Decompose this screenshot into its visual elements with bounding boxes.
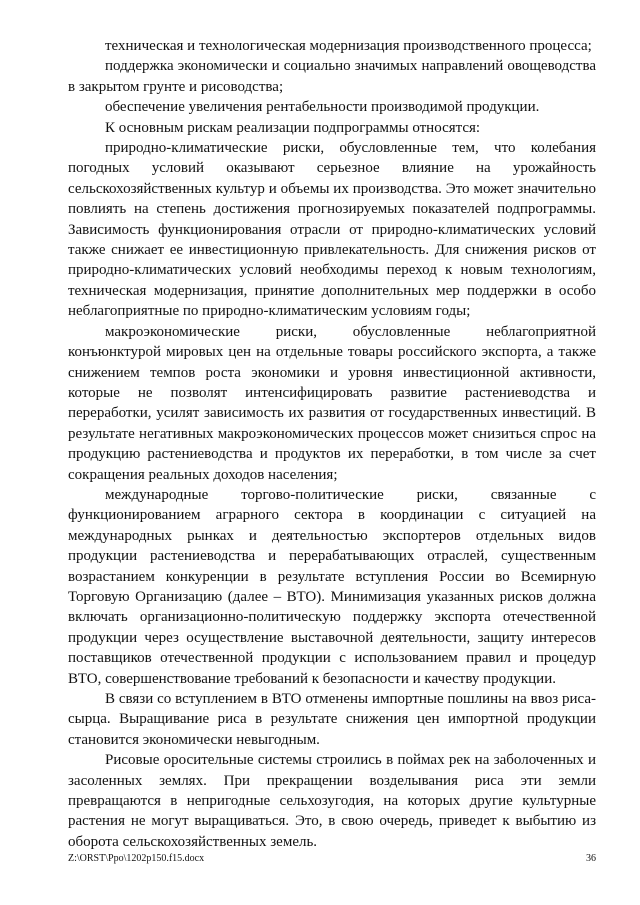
paragraph-vegetable-support: поддержка экономически и социально значимых направлений овощеводства в закрытом грунте и рисоводства; <box>68 58 596 95</box>
document-body <box>68 36 596 852</box>
page-footer <box>68 853 596 864</box>
paragraph-risks-intro: К основным рискам реализации подпрограммы относятся: <box>105 119 481 136</box>
paragraph-climate-risks: природно-климатические риски, обусловленные тем, что колебания погодных условий оказывают серьезное влияние на урожайность сельскохозяйственных культур и объемы их производства. Это может значительно повлиять на степень достижения прогнозируемых показателей подпрограммы. Зависимость функционирования отрасли от природно-климатических условий также снижает ее инвестиционную привлекательность. Для снижения рисков от природно-климатических условий необходимы переход к новым технологиям, техническая модернизация, принятие дополнительных мер поддержки в особо неблагоприятные по природно-климатическим условиям годы; <box>68 140 596 320</box>
paragraph-rice-systems: Рисовые оросительные системы строились в поймах рек на заболоченных и засоленных землях. При прекращении возделывания риса эти земли превращаются в непригодные сельхозугодия, на которых другие культурные растения не могут выращиваться. Это, в свою очередь, приведет к выбытию из оборота сельскохозяйственных земель. <box>68 752 596 850</box>
paragraph-profitability: обеспечение увеличения рентабельности производимой продукции. <box>105 99 540 116</box>
page-number: 36 <box>586 853 596 864</box>
paragraph-modernization: техническая и технологическая модернизация производственного процесса; <box>105 38 592 54</box>
paragraph-wto-duties: В связи со вступлением в ВТО отменены импортные пошлины на ввоз риса-сырца. Выращивание риса в результате снижения цен импортной продукции становится экономически невыгодным. <box>68 691 596 748</box>
paragraph-macro-risks: макроэкономические риски, обусловленные неблагоприятной конъюнктурой мировых цен на отдельные товары российского экспорта, а также снижением темпов роста экономики и уровня инвестиционной активности, которые не позволят интенсифицировать развитие растениеводства и переработки, усилят зависимость их развития от государственных инвестиций. В результате негативных макроэкономических процессов может снизиться спрос на продукцию растениеводства и продуктов их переработки, в том числе за счет сокращения реальных доходов населения; <box>68 323 596 483</box>
footer-file-path: Z:\ORST\Ppo\1202p150.f15.docx <box>68 853 205 864</box>
paragraph-trade-risks: международные торгово-политические риски, связанные с функционированием аграрного сектора в координации с ситуацией на международных рынках и деятельностью экспортеров отдельных видов продукции растениеводства и перерабатывающих отраслей, существенным возрастанием конкуренции в результате вступления России во Всемирную Торговую Организацию (далее – ВТО). Минимизация указанных рисков должна включать организационно-политическую поддержку экспорта отечественной продукции через осуществление выставочной деятельности, защиту интересов поставщиков отечественной продукции с использованием правил и процедур ВТО, совершенствование требований к безопасности и качеству продукции. <box>68 486 596 687</box>
